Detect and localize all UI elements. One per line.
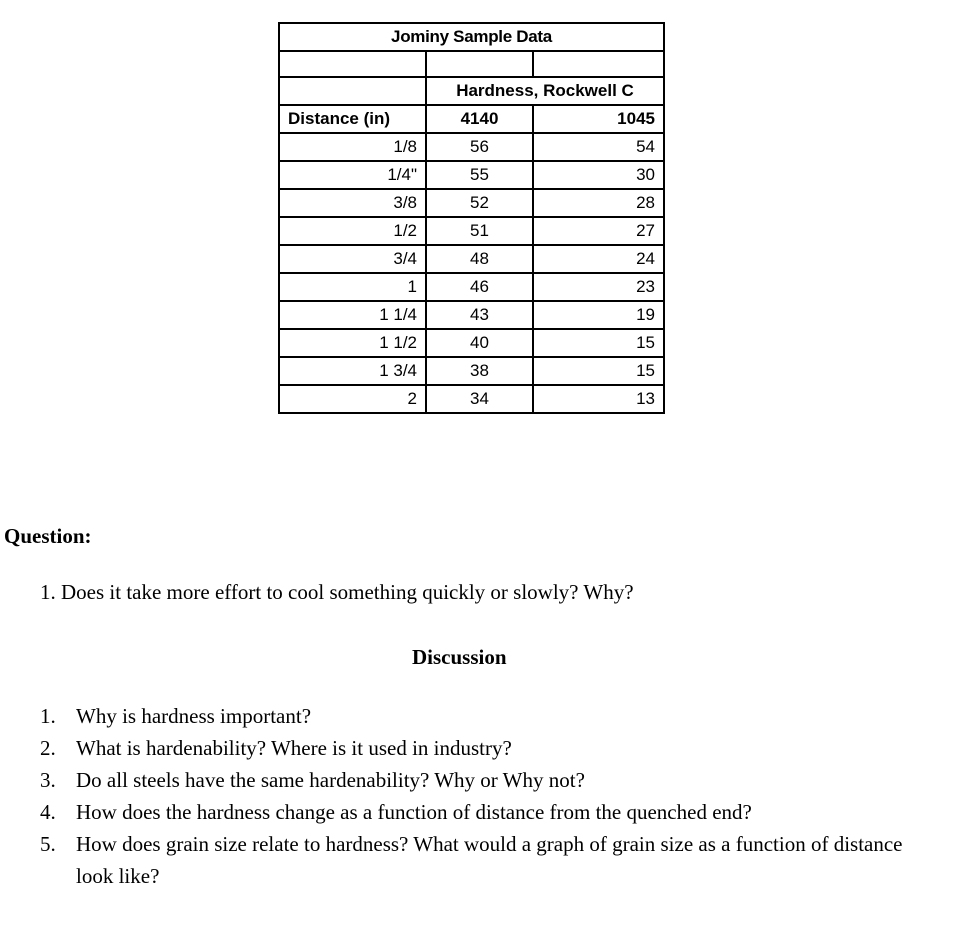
hardness-1045-cell: 23 xyxy=(533,273,664,301)
hardness-4140-cell: 48 xyxy=(426,245,533,273)
hardness-group-header: Hardness, Rockwell C xyxy=(426,77,664,105)
question-heading: Question: xyxy=(4,524,92,548)
table-row xyxy=(279,245,664,273)
table-group-header-row xyxy=(279,77,664,105)
distance-cell: 1 xyxy=(279,273,426,301)
hardness-1045-cell: 15 xyxy=(533,329,664,357)
hardness-4140-cell: 56 xyxy=(426,133,533,161)
empty-cell xyxy=(279,51,426,77)
table-empty-row xyxy=(279,51,664,77)
discussion-item xyxy=(40,700,940,732)
discussion-item xyxy=(40,828,940,892)
steel-1045-column-header: 1045 xyxy=(533,105,664,133)
discussion-item xyxy=(40,764,940,796)
table-title-row xyxy=(279,23,664,51)
discussion-item xyxy=(40,732,940,764)
distance-cell: 1 1/4 xyxy=(279,301,426,329)
discussion-item-number: 3. xyxy=(40,768,56,792)
distance-cell: 3/8 xyxy=(279,189,426,217)
steel-4140-column-header: 4140 xyxy=(426,105,533,133)
jominy-table-container xyxy=(278,22,665,414)
hardness-1045-cell: 15 xyxy=(533,357,664,385)
discussion-item-number: 1. xyxy=(40,704,56,728)
empty-cell xyxy=(533,51,664,77)
discussion-item-text: How does grain size relate to hardness? What would a graph of grain size as a function of distance look like? xyxy=(76,832,903,888)
hardness-1045-cell: 30 xyxy=(533,161,664,189)
hardness-4140-cell: 46 xyxy=(426,273,533,301)
discussion-item-number: 5. xyxy=(40,832,56,856)
distance-cell: 3/4 xyxy=(279,245,426,273)
discussion-item xyxy=(40,796,940,828)
hardness-1045-cell: 27 xyxy=(533,217,664,245)
hardness-1045-cell: 19 xyxy=(533,301,664,329)
distance-cell: 1 3/4 xyxy=(279,357,426,385)
table-column-header-row xyxy=(279,105,664,133)
discussion-item-number: 2. xyxy=(40,736,56,760)
table-row xyxy=(279,329,664,357)
discussion-heading: Discussion xyxy=(412,645,507,669)
discussion-item-text: What is hardenability? Where is it used in industry? xyxy=(76,736,512,760)
distance-cell: 1/8 xyxy=(279,133,426,161)
empty-cell xyxy=(426,51,533,77)
table-row xyxy=(279,385,664,413)
question-item: 1. Does it take more effort to cool something quickly or slowly? Why? xyxy=(40,580,634,604)
discussion-item-text: Why is hardness important? xyxy=(76,704,312,728)
table-row xyxy=(279,161,664,189)
distance-cell: 2 xyxy=(279,385,426,413)
table-row xyxy=(279,273,664,301)
empty-cell xyxy=(279,77,426,105)
hardness-1045-cell: 28 xyxy=(533,189,664,217)
distance-cell: 1 1/2 xyxy=(279,329,426,357)
hardness-4140-cell: 38 xyxy=(426,357,533,385)
table-row xyxy=(279,357,664,385)
hardness-4140-cell: 55 xyxy=(426,161,533,189)
table-row xyxy=(279,301,664,329)
discussion-list xyxy=(40,700,940,892)
distance-cell: 1/2 xyxy=(279,217,426,245)
hardness-4140-cell: 52 xyxy=(426,189,533,217)
table-title: Jominy Sample Data xyxy=(279,23,664,51)
hardness-1045-cell: 54 xyxy=(533,133,664,161)
distance-column-header: Distance (in) xyxy=(279,105,426,133)
hardness-1045-cell: 13 xyxy=(533,385,664,413)
table-row xyxy=(279,189,664,217)
hardness-1045-cell: 24 xyxy=(533,245,664,273)
hardness-4140-cell: 34 xyxy=(426,385,533,413)
discussion-item-number: 4. xyxy=(40,800,56,824)
discussion-item-text: How does the hardness change as a function of distance from the quenched end? xyxy=(76,800,752,824)
table-row xyxy=(279,217,664,245)
hardness-4140-cell: 43 xyxy=(426,301,533,329)
table-row xyxy=(279,133,664,161)
hardness-4140-cell: 40 xyxy=(426,329,533,357)
jominy-sample-data-table xyxy=(278,22,665,414)
distance-cell: 1/4" xyxy=(279,161,426,189)
hardness-4140-cell: 51 xyxy=(426,217,533,245)
discussion-item-text: Do all steels have the same hardenability? Why or Why not? xyxy=(76,768,585,792)
